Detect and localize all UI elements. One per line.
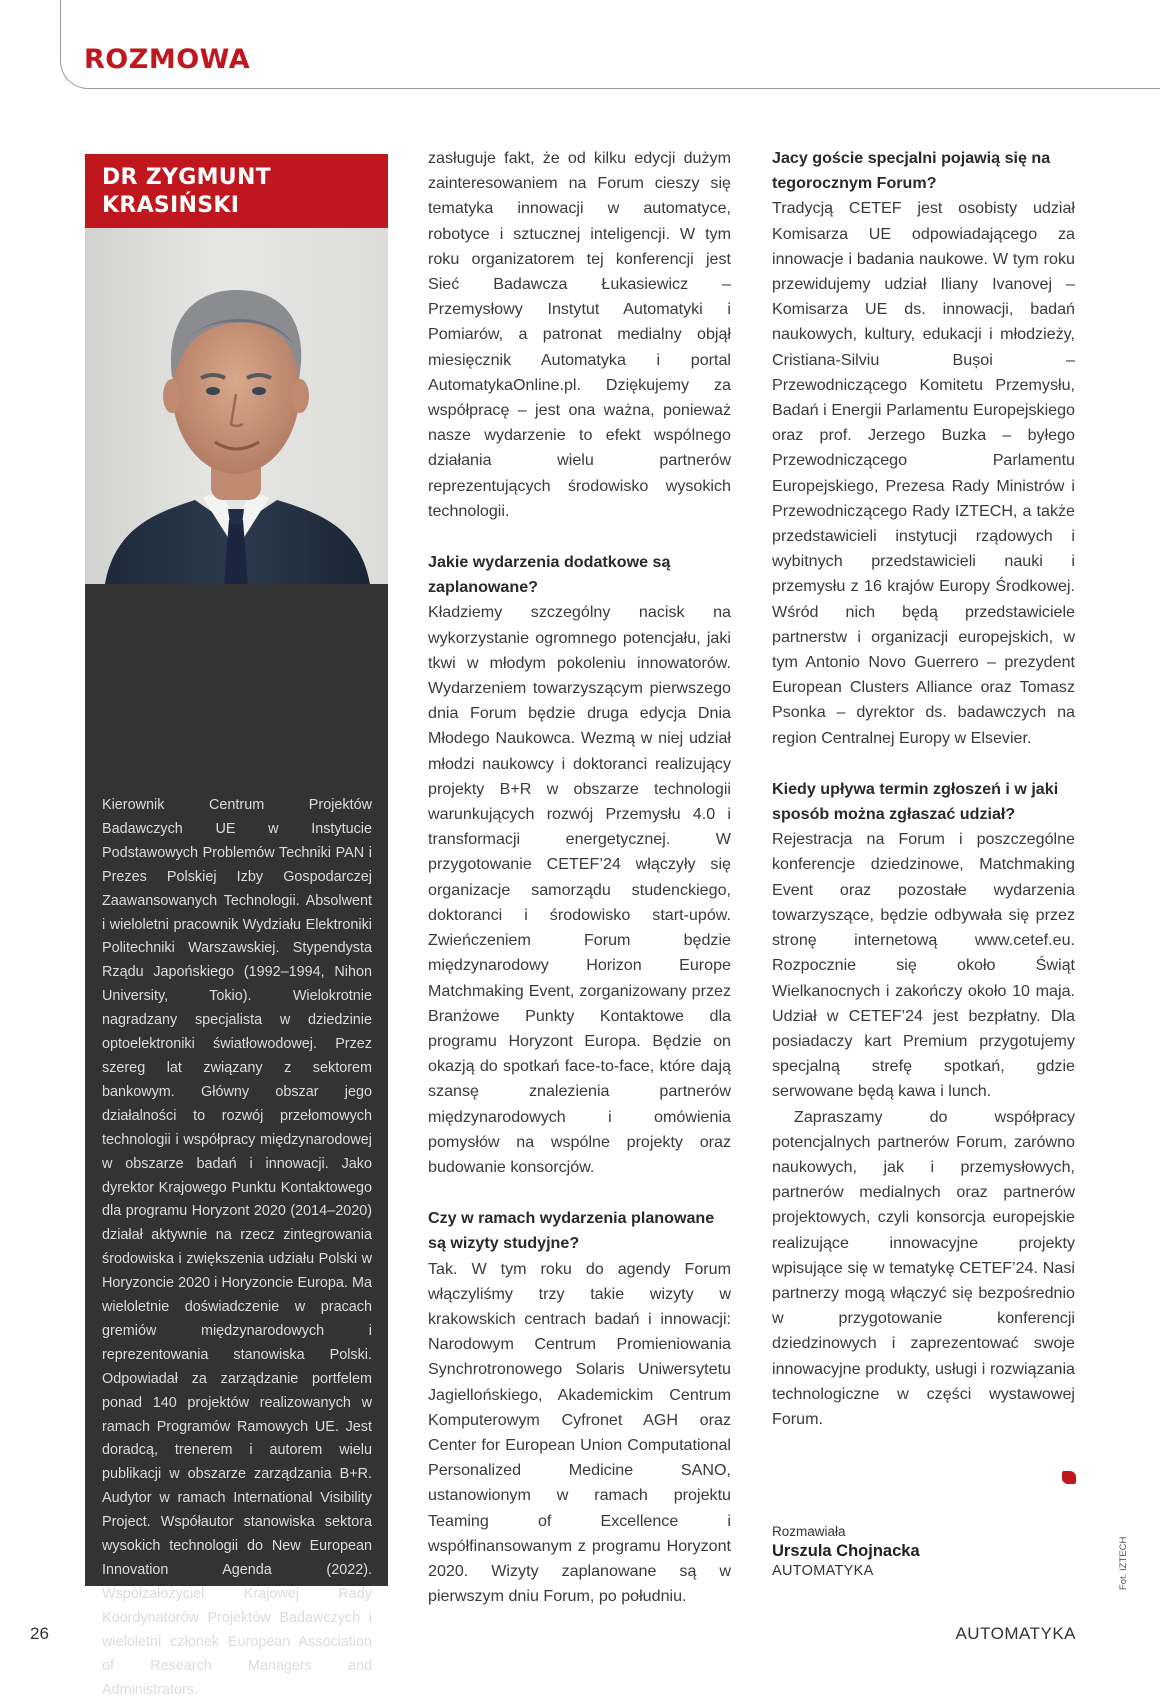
credit-label: Rozmawiała <box>772 1524 846 1539</box>
section-label: ROZMOWA <box>84 44 251 75</box>
credit-author: Urszula Chojnacka <box>772 1542 920 1560</box>
footer-magazine: AUTOMATYKA <box>955 1624 1076 1643</box>
question-heading: Kiedy upływa termin zgłoszeń i w jaki sposób można zgłaszać udział? <box>772 779 1059 824</box>
portrait-illustration <box>85 228 388 584</box>
paragraph: Tak. W tym roku do agendy Forum włączyliśmy trzy takie wizyty w krakowskich centrach badań i innowacji: Narodowym Centrum Promieniowania Synchrotronowego Solaris Uniwersytetu Jagiellońskiego, Akademickim Centrum Komputerowym Cyfronet AGH oraz Center for European Union Computational Personalized Medicine SANO, ustanowionym w ramach projektu Teaming of Excellence i współfinansowanym z programu Horyzont 2020. Wizyty zaplanowane są w pierwszym dniu Forum, po południu. <box>428 1259 731 1606</box>
profile-sidebar <box>85 154 388 1698</box>
interview-credits <box>772 1524 1072 1579</box>
paragraph: zasługuje fakt, że od kilku edycji dużym zainteresowaniem na Forum cieszy się tematyka innowacji w automatyce, robotyce i sztucznej inteligencji. W tym roku organizatorem tej konferencji jest Sieć Badawcza Łukasiewicz – Przemysłowy Instytut Automatyki i Pomiarów, a patronat medialny objął miesięcznik Automatyka i portal AutomatykaOnline.pl. Dziękujemy za współpracę – jest ona ważna, ponieważ nasze wydarzenie to efekt wspólnego działania wielu partnerów reprezentujących środowisko wysokich technologii. <box>428 149 731 520</box>
paragraph: Tradycją CETEF jest osobisty udział Komisarza UE odpowiadającego za innowacje i badania naukowe. W tym roku przewidujemy udział Iliany Ivanovej – Komisarza UE ds. innowacji, badań naukowych, kultury, edukacji i młodzieży, Cristiana-Silviu Bușoi – Przewodniczącego Komitetu Przemysłu, Badań i Energii Parlamentu Europejskiego oraz prof. Jerzego Buzka – byłego Przewodniczącego Parlamentu Europejskiego, Prezesa Rady Ministrów i Przewodniczącego Rady IZTECH, a także przedstawicieli instytucji rządowych i wybitnych przedstawicieli nauki i przemysłu z 16 krajów Europy Środkowej. Wśród nich będą przedstawiciele partnerstw i organizacji europejskich, w tym Antonio Novo Guerrero – prezydent European Clusters Alliance oraz Tomasz Psonka – dyrektor ds. badawczych na region Centralnej Europy w Elsevier. <box>772 199 1075 747</box>
bio-text: Kierownik Centrum Projektów Badawczych UE w Instytucie Podstawowych Problemów Techniki PAN i Prezes Polskiej Izby Gospodarczej Zaawansowanych Technologii. Absolwent i wieloletni pracownik Wydziału Elektroniki Politechniki Warszawskiej. Stypendysta Rządu Japońskiego (1992–1994, Nihon University, Tokio). Wielokrotnie nagradzany specjalista w dziedzinie optoelektroniki światłowodowej. Przez szereg lat związany z sektorem bankowym. Główny obszar jego działalności to rozwój przełomowych technologii i współpracy międzynarodowej w obszarze badań i innowacji. Jako dyrektor Krajowego Punktu Kontaktowego dla programu Horyzont 2020 (2014–2020) działał aktywnie na rzecz zintegrowania środowiska i zwiększenia udziału Polski w Horyzoncie 2020 i Horyzoncie Europa. Ma wieloletnie doświadczenie w pracach gremiów międzynarodowych i reprezentowania stanowiska Polski. Odpowiadał za zarządzanie portfelem ponad 140 projektów realizowanych w ramach Programów Ramowych UE. Jest doradcą, trenerem i autorem wielu publikacji w obszarze zarządzania B+R. Audytor w ramach International Visibility Project. Współautor stanowiska sektora wysokich technologii do New European Innovation Agenda (2022). Współzałożyciel Krajowej Rady Koordynatorów Projektów Badawczych i wieloletni członek European Association of Research Managers and Administrators. <box>102 797 372 1698</box>
person-name: DR ZYGMUNT KRASIŃSKI <box>102 165 271 218</box>
article-column-2 <box>772 146 1075 1432</box>
paragraph: Rejestracja na Forum i poszczególne konferencje dziedzinowe, Matchmaking Event oraz pozostałe wydarzenia towarzyszące, będzie odbywała się przez stronę internetową www.cetef.eu. Rozpocznie się około Świąt Wielkanocnych i zakończy około 10 maja. Udział w CETEF’24 jest bezpłatny. Dla posiadaczy kart Premium przygotujemy specjalną strefę spotkań, gdzie serwowane będą kawa i lunch. <box>772 830 1075 1101</box>
photo-credit: Fot. IZTECH <box>1118 1536 1129 1590</box>
page-number: 26 <box>30 1624 49 1643</box>
question-heading: Czy w ramach wydarzenia planowane są wizyty studyjne? <box>428 1209 715 1253</box>
portrait-photo <box>85 228 388 584</box>
paragraph: Kładziemy szczególny nacisk na wykorzystanie ogromnego potencjału, jaki tkwi w młodym pokoleniu innowatorów. Wydarzeniem towarzyszącym pierwszego dnia Forum będzie druga edycja Dnia Młodego Naukowca. Wezmą w niej udział młodzi naukowcy i doktoranci realizujący projekty B+R w obszarze technologii warunkujących rozwój Przemysłu 4.0 i transformacji energetycznej. W przygotowanie CETEF’24 włączyły się organizacje samorządu studenckiego, doktoranci i środowisko start-upów. Zwieńczeniem Forum będzie międzynarodowy Horizon Europe Matchmaking Event, zorganizowany przez Branżowe Punkty Kontaktowe dla programu Horyzont Europa. Będzie on okazją do spotkań face-to-face, które dają szansę znalezienia partnerów międzynarodowych i omówienia pomysłów na wspólne projekty oraz budowanie konsorcjów. <box>428 603 731 1176</box>
article-column-1 <box>428 146 731 1609</box>
paragraph: Zapraszamy do współpracy potencjalnych partnerów Forum, zarówno naukowych, jak i przemysłowych, partnerów medialnych oraz partnerów projektowych, czyli konsorcja europejskie realizujące innowacyjne projekty wpisujące się w tematykę CETEF’24. Nasi partnerzy mogą włączyć się bezpośrednio w przygotowanie konferencji dziedzinowych i zaprezentować swoje innowacyjne produkty, usługi i rozwiązania technologiczne w części wystawowej Forum. <box>772 1107 1075 1428</box>
name-box <box>85 154 388 228</box>
question-heading: Jakie wydarzenia dodatkowe są zaplanowane? <box>428 553 671 597</box>
credit-magazine: AUTOMATYKA <box>772 1563 874 1579</box>
question-heading: Jacy goście specjalni pojawią się na tegorocznym Forum? <box>772 149 1051 193</box>
article-end-mark <box>1062 1471 1076 1484</box>
